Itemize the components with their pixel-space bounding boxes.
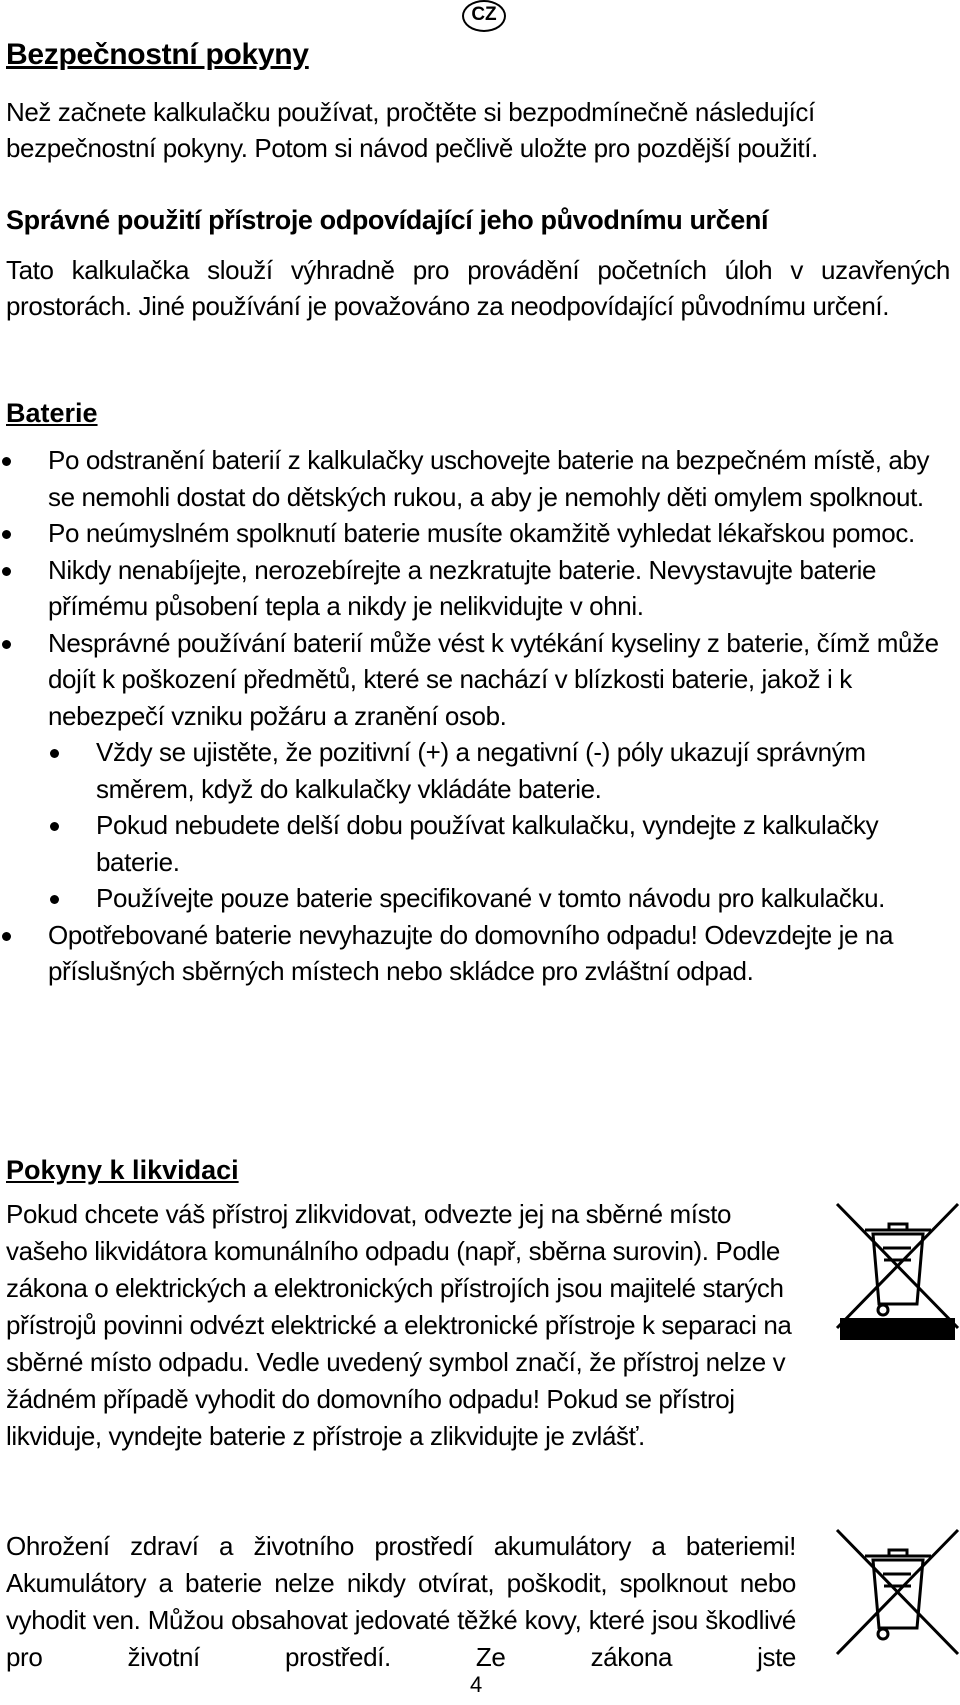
bullet-icon xyxy=(50,822,59,831)
toxic-warning-paragraph: Ohrožení zdraví a životního prostředí akumulátory a bateriemi! Akumulátory a baterie nelze nikdy otvírat, poškodit, spolknout nebo vyhodit ven. Můžou obsahovat jedovaté těžké kovy, které jsou škodlivé pro životní prostředí. Ze zákona jste xyxy=(6,1531,796,1672)
disposal-heading: Pokyny k likvidaci xyxy=(6,1155,239,1185)
list-item xyxy=(0,552,950,625)
list-item xyxy=(0,442,950,515)
disposal-paragraph: Pokud chcete váš přístroj zlikvidovat, odvezte jej na sběrné místo vašeho likvidátora komunálního odpadu (např, sběrna surovin). Podle zákona o elektrických a elektronických přístrojích jsou majitelé starých přístrojů povinni odvézt elektrické a elektronické přístroje k separaci na sběrné místo odpadu. Vedle uvedený symbol značí, že přístroj nelze v žádném případě vyhodit do domovního odpadu! Pokud se přístroj likviduje, vyndejte baterie z přístroje a zlikvidujte je zvlášť. xyxy=(6,1199,792,1451)
bullet-icon xyxy=(2,457,11,466)
usage-paragraph: Tato kalkulačka slouží výhradně pro provádění početních úloh v uzavřených prostorách. Jiné používání je považováno za neodpovídající původnímu určení. xyxy=(6,255,950,321)
list-item-text: Pokud nebudete delší dobu používat kalkulačku, vyndejte z kalkulačky baterie. xyxy=(96,810,879,877)
battery-heading: Baterie xyxy=(6,398,98,428)
sub-list-item xyxy=(0,880,950,917)
list-item xyxy=(0,515,950,552)
bullet-icon xyxy=(50,749,59,758)
list-item-text: Opotřebované baterie nevyhazujte do domovního odpadu! Odevzdejte je na příslušných sběrných místech nebo skládce pro zvláštní odpad. xyxy=(48,919,894,986)
sub-list-item xyxy=(0,734,950,807)
page-number: 4 xyxy=(470,1672,483,1697)
bullet-icon xyxy=(2,567,11,576)
crossed-out-wheelie-bin-icon xyxy=(835,1528,960,1658)
list-item-text: Vždy se ujistěte, že pozitivní (+) a negativní (-) póly ukazují správným směrem, když do kalkulačky vkládáte baterie. xyxy=(96,737,866,804)
list-item-text: Po neúmyslném spolknutí baterie musíte okamžitě vyhledat lékařskou pomoc. xyxy=(48,518,915,548)
bullet-icon xyxy=(50,895,59,904)
sub-list-item xyxy=(0,807,950,880)
intro-paragraph: Než začnete kalkulačku používat, pročtěte si bezpodmínečně následující bezpečnostní pokyny. Potom si návod pečlivě uložte pro pozdější použití. xyxy=(6,97,818,163)
list-item-text: Nikdy nenabíjejte, nerozebírejte a nezkratujte baterie. Nevystavujte baterie přímému působení tepla a nikdy je nelikvidujte v ohni. xyxy=(48,554,877,621)
battery-list xyxy=(0,442,950,990)
page-title: Bezpečnostní pokyny xyxy=(6,38,309,71)
list-item xyxy=(0,625,950,735)
list-item-text: Po odstranění baterií z kalkulačky uschovejte baterie na bezpečném místě, aby se nemohli dostat do dětských rukou, a aby je nemohly děti omylem spolknout. xyxy=(48,445,930,512)
list-item-text: Používejte pouze baterie specifikované v tomto návodu pro kalkulačku. xyxy=(96,883,885,913)
language-badge: CZ xyxy=(462,0,506,32)
bullet-icon xyxy=(2,530,11,539)
list-item xyxy=(0,917,950,990)
usage-heading: Správné použití přístroje odpovídající jeho původnímu určení xyxy=(6,205,769,235)
crossed-out-wheelie-bin-icon xyxy=(835,1200,960,1350)
bullet-icon xyxy=(2,640,11,649)
list-item-text: Nesprávné používání baterií může vést k vytékání kyseliny z baterie, čímž může dojít k poškození předmětů, které se nachází v blízkosti baterie, jakož i k nebezpečí vzniku požáru a zranění osob. xyxy=(48,627,939,731)
bullet-icon xyxy=(2,932,11,941)
